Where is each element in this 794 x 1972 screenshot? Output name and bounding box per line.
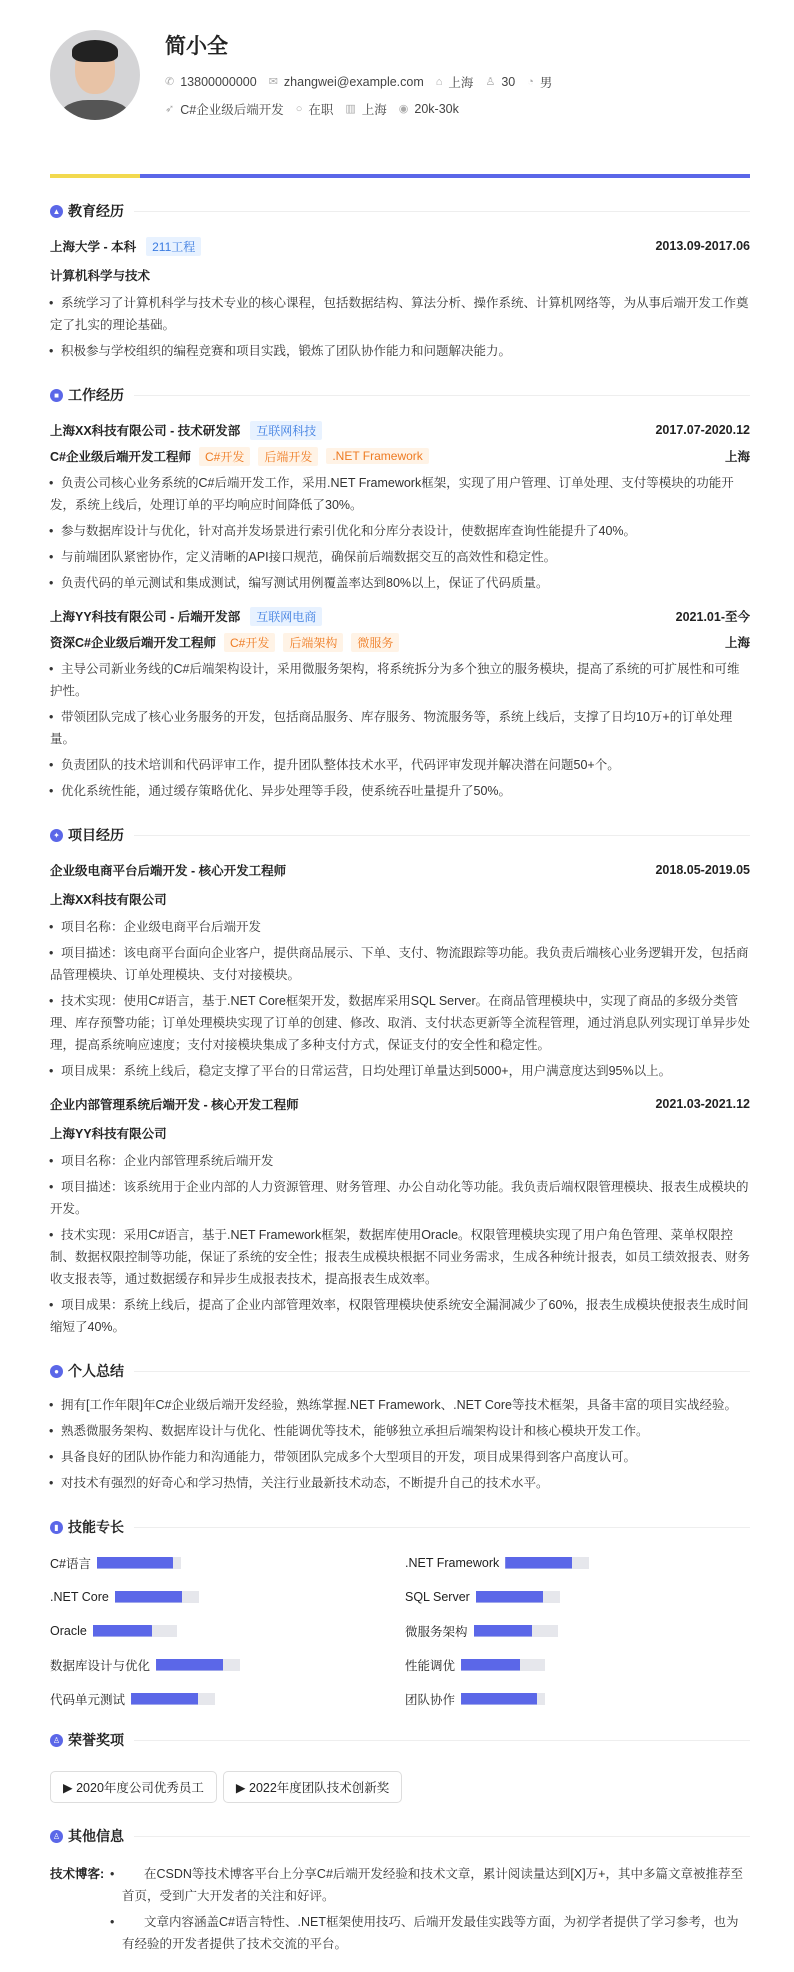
work-date: 2021.01-至今	[675, 610, 750, 624]
list-item: • 文章内容涵盖C#语言特性、.NET框架使用技巧、后端开发最佳实践等方面，为初学者提供了学习参考，也为有经验的开发者提供了技术交流的平台。	[122, 1911, 750, 1955]
graduation-cap-icon: ▲	[50, 205, 63, 218]
skill-item	[405, 1690, 750, 1707]
project-date: 2021.03-2021.12	[655, 1097, 750, 1111]
skill-level-fill	[476, 1591, 543, 1603]
list-item: • 项目描述：该电商平台面向企业客户，提供商品展示、下单、支付、物流跟踪等功能。我负责后端核心业务逻辑开发，包括商品管理模块、订单处理模块、支付对接模块。	[50, 942, 750, 986]
project-item	[50, 860, 750, 1082]
project-company: 上海YY科技有限公司	[50, 1127, 167, 1141]
section-summary: ● 个人总结	[50, 1358, 750, 1384]
briefcase-icon: ■	[50, 389, 63, 402]
age-icon: ♙	[485, 76, 496, 88]
company: 上海YY科技有限公司 - 后端开发部	[50, 610, 241, 624]
skill-tag: 微服务	[351, 633, 399, 652]
section-other: ♙ 其他信息	[50, 1823, 750, 1849]
skill-item	[405, 1622, 750, 1639]
skill-level-fill	[93, 1625, 152, 1637]
section-education: ▲ 教育经历	[50, 198, 750, 224]
list-item: • 积极参与学校组织的编程竞赛和项目实践，锻炼了团队协作能力和问题解决能力。	[50, 340, 750, 362]
section-projects: ✦ 项目经历	[50, 822, 750, 848]
skill-level-bar	[115, 1591, 199, 1603]
skill-level-bar	[474, 1625, 558, 1637]
skill-tag: .NET Framework	[326, 448, 428, 464]
list-item: • 优化系统性能，通过缓存策略优化、异步处理等手段，使系统吞吐量提升了50%。	[50, 780, 750, 802]
skill-level-fill	[115, 1591, 182, 1603]
thumbs-up-icon: ✦	[50, 829, 63, 842]
mail-icon: ✉	[268, 76, 278, 88]
building-icon: ▥	[345, 103, 356, 115]
target-position: C#企业级后端开发	[180, 102, 284, 117]
work-location: 上海	[724, 450, 750, 464]
list-item: • 技术实现：使用C#语言，基于.NET Core框架开发，数据库采用SQL Server。在商品管理模块中，实现了商品的多级分类管理、库存预警功能；订单处理模块实现了订单的创建、修改、取消、支付状态更新等全流程管理，通过消息队列实现订单异步处理，提高系统响应速度；支付对接模块集成了多种支付方式，保证支付的安全性和稳定性。	[50, 990, 750, 1056]
job-title: 资深C#企业级后端开发工程师	[50, 636, 216, 650]
skill-level-bar	[476, 1591, 560, 1603]
avatar	[50, 30, 140, 120]
major: 计算机科学与技术	[50, 269, 151, 283]
list-item: • 拥有[工作年限]年C#企业级后端开发经验，熟练掌握.NET Framework、.NET Core等技术框架，具备丰富的项目实战经验。	[50, 1394, 750, 1416]
skill-level-bar	[461, 1693, 545, 1705]
salary: 20k-30k	[414, 101, 459, 116]
email: zhangwei@example.com	[283, 74, 424, 89]
section-work: ■ 工作经历	[50, 382, 750, 408]
award-icon: ♙	[50, 1734, 63, 1747]
project-date: 2018.05-2019.05	[655, 863, 750, 877]
gender: 男	[539, 75, 553, 90]
work-location: 上海	[724, 636, 750, 650]
list-item: • 系统学习了计算机科学与技术专业的核心课程，包括数据结构、算法分析、操作系统、计算机网络等，为从事后端开发工作奠定了扎实的理论基础。	[50, 292, 750, 336]
skill-tag: C#开发	[199, 447, 250, 466]
company: 上海XX科技有限公司 - 技术研发部	[50, 424, 241, 438]
skill-level-fill	[97, 1557, 173, 1569]
age: 30	[501, 74, 516, 89]
caret-right-icon: ▶	[235, 1781, 249, 1795]
list-item: • 负责代码的单元测试和集成测试，编写测试用例覆盖率达到80%以上，保证了代码质量。	[50, 572, 750, 594]
list-item: • 带领团队完成了核心业务服务的开发，包括商品服务、库存服务、物流服务等，系统上线后，支撑了日均10万+的订单处理量。	[50, 706, 750, 750]
list-item: • 项目名称：企业级电商平台后端开发	[50, 916, 750, 938]
skill-item	[50, 1554, 405, 1571]
list-item: • 与前端团队紧密协作，定义清晰的API接口规范，确保前后端数据交互的高效性和稳定性。	[50, 546, 750, 568]
list-item: • 参与数据库设计与优化，针对高并发场景进行索引优化和分库分表设计，使数据库查询性能提升了40%。	[50, 520, 750, 542]
list-item: • 项目描述：该系统用于企业内部的人力资源管理、财务管理、办公自动化等功能。我负责后端权限管理模块、报表生成模块的开发。	[50, 1176, 750, 1220]
skill-item	[405, 1588, 750, 1605]
skill-name: .NET Framework	[405, 1555, 500, 1570]
skill-name: 微服务架构	[405, 1624, 468, 1639]
skill-name: SQL Server	[405, 1589, 470, 1604]
profile-header	[50, 28, 750, 138]
skill-item	[405, 1656, 750, 1673]
skill-level-bar	[505, 1557, 589, 1569]
job-status: 在职	[308, 102, 334, 117]
user-icon: ●	[50, 1365, 63, 1378]
list-item: • 负责团队的技术培训和代码评审工作，提升团队整体技术水平，代码评审发现并解决潜在问题50+个。	[50, 754, 750, 776]
list-item: • 项目名称：企业内部管理系统后端开发	[50, 1150, 750, 1172]
skill-name: .NET Core	[50, 1589, 109, 1604]
project-name: 企业内部管理系统后端开发 - 核心开发工程师	[50, 1098, 299, 1112]
skill-item	[50, 1622, 405, 1639]
school-tag: 211工程	[146, 237, 201, 256]
list-item: • 项目成果：系统上线后，稳定支撑了平台的日常运营，日均处理订单量达到5000+，用户满意度达到95%以上。	[50, 1060, 750, 1082]
skill-level-fill	[461, 1693, 537, 1705]
skill-item	[50, 1656, 405, 1673]
skill-level-bar	[97, 1557, 181, 1569]
skill-name: C#语言	[50, 1556, 91, 1571]
list-item: • 技术实现：采用C#语言，基于.NET Framework框架，数据库使用Oracle。权限管理模块实现了用户角色管理、菜单权限控制、数据权限控制等功能，保证了系统的安全性；报表生成模块根据不同业务需求，生成各种统计报表，如员工绩效报表、财务收支报表等，通过数据缓存和异步生成报表技术，提高报表生成效率。	[50, 1224, 750, 1290]
skill-level-fill	[131, 1693, 198, 1705]
skill-level-fill	[461, 1659, 520, 1671]
list-item: • 在CSDN等技术博客平台上分享C#后端开发经验和技术文章，累计阅读量达到[X]万+，其中多篇文章被推荐至首页，受到广大开发者的关注和好评。	[122, 1863, 750, 1907]
skill-name: 团队协作	[405, 1692, 456, 1707]
award-item: ▶ 2020年度公司优秀员工	[50, 1771, 217, 1803]
job-title: C#企业级后端开发工程师	[50, 450, 191, 464]
skill-level-bar	[461, 1659, 545, 1671]
award-item: ▶ 2022年度团队技术创新奖	[223, 1771, 402, 1803]
info-icon: ♙	[50, 1830, 63, 1843]
target-city: 上海	[361, 102, 387, 117]
project-company: 上海XX科技有限公司	[50, 893, 167, 907]
skill-level-fill	[156, 1659, 223, 1671]
list-item: • 具备良好的团队协作能力和沟通能力，带领团队完成多个大型项目的开发，项目成果得到客户高度认可。	[50, 1446, 750, 1468]
work-item	[50, 420, 750, 594]
skill-tag: C#开发	[224, 633, 275, 652]
list-item: • 熟悉微服务架构、数据库设计与优化、性能调优等技术，能够独立承担后端架构设计和核心模块开发工作。	[50, 1420, 750, 1442]
skill-tag: 后端架构	[283, 633, 343, 652]
work-item	[50, 606, 750, 802]
phone-icon: ✆	[165, 76, 175, 88]
section-skills: ▮ 技能专长	[50, 1514, 750, 1540]
status-icon: ○	[295, 102, 303, 115]
list-item: • 对技术有强烈的好奇心和学习热情，关注行业最新技术动态，不断提升自己的技术水平。	[50, 1472, 750, 1494]
work-date: 2017.07-2020.12	[655, 423, 750, 437]
project-item	[50, 1094, 750, 1338]
home-icon: ⌂	[435, 75, 443, 88]
school: 上海大学 - 本科	[50, 240, 137, 254]
other-label: 技术博客:	[50, 1867, 105, 1881]
gender-icon: ◔	[527, 75, 534, 88]
list-item: • 项目成果：系统上线后，提高了企业内部管理效率，权限管理模块使系统安全漏洞减少了60%，报表生成模块使报表生成时间缩短了40%。	[50, 1294, 750, 1338]
industry-tag: 互联网电商	[250, 607, 322, 626]
location: 上海	[448, 75, 474, 90]
skills-grid	[50, 1554, 750, 1707]
candidate-name: 简小全	[165, 35, 228, 58]
salary-icon: ◉	[398, 103, 409, 115]
skill-level-bar	[93, 1625, 177, 1637]
skill-tag: 后端开发	[258, 447, 318, 466]
skill-name: 数据库设计与优化	[50, 1658, 151, 1673]
skill-level-bar	[156, 1659, 240, 1671]
industry-tag: 互联网科技	[250, 421, 322, 440]
skill-name: 性能调优	[405, 1658, 456, 1673]
bar-chart-icon: ▮	[50, 1521, 63, 1534]
skill-level-fill	[474, 1625, 533, 1637]
header-divider	[50, 174, 750, 178]
project-name: 企业级电商平台后端开发 - 核心开发工程师	[50, 864, 287, 878]
caret-right-icon: ▶	[63, 1781, 77, 1795]
skill-item	[405, 1554, 750, 1571]
skill-level-fill	[505, 1557, 572, 1569]
skill-level-bar	[131, 1693, 215, 1705]
list-item: • 主导公司新业务线的C#后端架构设计，采用微服务架构，将系统拆分为多个独立的服务模块，提高了系统的可扩展性和可维护性。	[50, 658, 750, 702]
edu-date: 2013.09-2017.06	[655, 239, 750, 253]
phone: 13800000000	[180, 74, 257, 89]
skill-name: Oracle	[50, 1623, 87, 1638]
list-item: • 负责公司核心业务系统的C#后端开发工作，采用.NET Framework框架，实现了用户管理、订单处理、支付等模块的功能开发，系统上线后，处理订单的平均响应时间降低了30%。	[50, 472, 750, 516]
section-awards: ♙ 荣誉奖项	[50, 1727, 750, 1753]
skill-name: 代码单元测试	[50, 1692, 126, 1707]
skill-item	[50, 1588, 405, 1605]
send-icon: ➶	[165, 103, 175, 115]
skill-item	[50, 1690, 405, 1707]
